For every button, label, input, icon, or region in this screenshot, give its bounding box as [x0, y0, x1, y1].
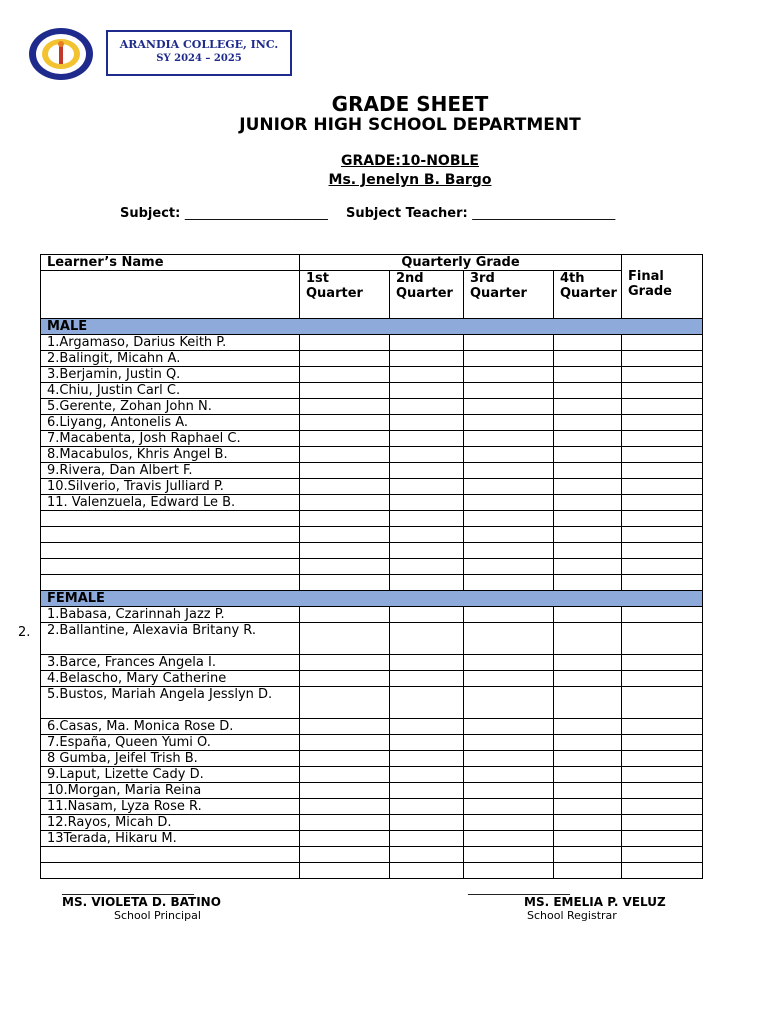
grade-cell[interactable]: [622, 847, 703, 863]
grade-cell[interactable]: [300, 575, 390, 591]
learner-name-cell: [41, 863, 300, 879]
learner-name-cell: 6.Liyang, Antonelis A.: [41, 415, 300, 431]
grade-cell[interactable]: [622, 495, 703, 511]
grade-cell[interactable]: [390, 495, 464, 511]
grade-cell[interactable]: [390, 447, 464, 463]
grade-cell[interactable]: [390, 655, 464, 671]
grade-cell[interactable]: [390, 623, 464, 655]
grade-cell[interactable]: [464, 799, 554, 815]
grade-cell[interactable]: [464, 783, 554, 799]
grade-cell[interactable]: [622, 415, 703, 431]
grade-cell[interactable]: [554, 735, 622, 751]
learner-name-cell: 4.Belascho, Mary Catherine: [41, 671, 300, 687]
grade-cell[interactable]: [300, 831, 390, 847]
grade-cell[interactable]: [622, 815, 703, 831]
grade-cell[interactable]: [300, 511, 390, 527]
learner-row: [41, 335, 703, 351]
grade-cell[interactable]: [622, 655, 703, 671]
learner-name-cell: 3.Berjamin, Justin Q.: [41, 367, 300, 383]
registrar-signature-line: _________________: [468, 881, 570, 895]
learner-name-cell: 2.Balingit, Micahn A.: [41, 351, 300, 367]
learner-name-cell: 11.Nasam, Lyza Rose R.: [41, 799, 300, 815]
grade-cell[interactable]: [554, 415, 622, 431]
grade-cell[interactable]: [300, 623, 390, 655]
grade-cell[interactable]: [554, 607, 622, 623]
grade-cell[interactable]: [464, 735, 554, 751]
grade-cell[interactable]: [390, 527, 464, 543]
grade-cell[interactable]: [554, 847, 622, 863]
grade-cell[interactable]: [554, 511, 622, 527]
grade-cell[interactable]: [554, 383, 622, 399]
grade-cell[interactable]: [390, 479, 464, 495]
learner-name-cell: 7.Macabenta, Josh Raphael C.: [41, 431, 300, 447]
principal-name: MS. VIOLETA D. BATINO: [62, 895, 221, 909]
female-section-row: [41, 591, 703, 607]
grade-cell[interactable]: [554, 527, 622, 543]
grade-cell[interactable]: [300, 351, 390, 367]
learner-row: [41, 463, 703, 479]
learner-name-cell: 3.Barce, Frances Angela I.: [41, 655, 300, 671]
grade-cell[interactable]: [622, 399, 703, 415]
quarterly-grade-header: Quarterly Grade: [300, 255, 622, 271]
grade-cell[interactable]: [464, 383, 554, 399]
learner-name-header-spacer: [41, 271, 300, 319]
subject-blank: ______________________: [184, 206, 328, 221]
male-rows: [41, 335, 703, 591]
grade-cell[interactable]: [464, 335, 554, 351]
grade-cell[interactable]: [464, 511, 554, 527]
grade-cell[interactable]: [390, 607, 464, 623]
grade-cell[interactable]: [300, 447, 390, 463]
learner-row: [41, 623, 703, 655]
grade-cell[interactable]: [390, 463, 464, 479]
learner-name-cell: 7.España, Queen Yumi O.: [41, 735, 300, 751]
grade-cell[interactable]: [464, 495, 554, 511]
grade-cell[interactable]: [554, 767, 622, 783]
grade-cell[interactable]: [622, 607, 703, 623]
learner-row: [41, 719, 703, 735]
department-title: JUNIOR HIGH SCHOOL DEPARTMENT: [239, 115, 581, 135]
grade-cell[interactable]: [554, 671, 622, 687]
female-rows: [41, 607, 703, 879]
grade-cell[interactable]: [554, 655, 622, 671]
grade-cell[interactable]: [622, 335, 703, 351]
grade-cell[interactable]: [390, 335, 464, 351]
learner-row: [41, 847, 703, 863]
grade-cell[interactable]: [300, 527, 390, 543]
grade-cell[interactable]: [390, 751, 464, 767]
grade-cell[interactable]: [464, 527, 554, 543]
grade-cell[interactable]: [300, 383, 390, 399]
grade-cell[interactable]: [464, 463, 554, 479]
registrar-name: MS. EMELIA P. VELUZ: [524, 895, 666, 909]
grade-cell[interactable]: [390, 687, 464, 719]
grade-cell[interactable]: [300, 751, 390, 767]
grade-cell[interactable]: [390, 735, 464, 751]
grade-cell[interactable]: [622, 383, 703, 399]
grade-cell[interactable]: [464, 847, 554, 863]
learner-row: [41, 607, 703, 623]
grade-cell[interactable]: [622, 527, 703, 543]
grade-cell[interactable]: [390, 367, 464, 383]
grade-cell[interactable]: [300, 735, 390, 751]
college-seal-logo: [28, 27, 94, 81]
grade-cell[interactable]: [622, 559, 703, 575]
grade-cell[interactable]: [300, 479, 390, 495]
learner-row: [41, 383, 703, 399]
q4-header: 4th Quarter: [554, 271, 622, 319]
grade-cell[interactable]: [390, 431, 464, 447]
learner-row: [41, 735, 703, 751]
learner-name-cell: 5.Bustos, Mariah Angela Jesslyn D.: [41, 687, 300, 719]
grade-cell[interactable]: [622, 431, 703, 447]
learner-row: [41, 415, 703, 431]
grade-cell[interactable]: [390, 767, 464, 783]
learner-name-cell: 10.Silverio, Travis Julliard P.: [41, 479, 300, 495]
learner-name-cell: 12.Rayos, Micah D.: [41, 815, 300, 831]
grade-cell[interactable]: [622, 479, 703, 495]
grade-cell[interactable]: [300, 431, 390, 447]
adviser-name: Ms. Jenelyn B. Bargo: [328, 172, 492, 188]
learner-row: [41, 447, 703, 463]
grade-cell[interactable]: [390, 671, 464, 687]
grade-cell[interactable]: [554, 463, 622, 479]
learner-row: [41, 431, 703, 447]
learner-name-cell: 10.Morgan, Maria Reina: [41, 783, 300, 799]
learner-name-header: Learner’s Name: [41, 255, 300, 271]
grade-cell[interactable]: [464, 543, 554, 559]
learner-row: [41, 831, 703, 847]
grade-cell[interactable]: [554, 575, 622, 591]
grade-cell[interactable]: [622, 543, 703, 559]
learner-row: [41, 863, 703, 879]
grade-cell[interactable]: [464, 447, 554, 463]
grade-cell[interactable]: [300, 671, 390, 687]
grade-cell[interactable]: [300, 655, 390, 671]
grade-cell[interactable]: [554, 799, 622, 815]
learner-row: [41, 767, 703, 783]
grade-cell[interactable]: [300, 719, 390, 735]
learner-name-cell: [41, 559, 300, 575]
grade-cell[interactable]: [390, 847, 464, 863]
learner-row: [41, 687, 703, 719]
college-name: ARANDIA COLLEGE, INC.: [119, 38, 279, 51]
grade-cell[interactable]: [464, 367, 554, 383]
grade-cell[interactable]: [622, 623, 703, 655]
grade-cell[interactable]: [390, 831, 464, 847]
grade-cell[interactable]: [554, 863, 622, 879]
grade-cell[interactable]: [300, 815, 390, 831]
male-section-label: MALE: [41, 319, 703, 335]
college-header-box: [106, 30, 292, 76]
learner-row: [41, 367, 703, 383]
grade-cell[interactable]: [300, 607, 390, 623]
learner-row: [41, 559, 703, 575]
learner-name-cell: 6.Casas, Ma. Monica Rose D.: [41, 719, 300, 735]
grade-cell[interactable]: [464, 815, 554, 831]
teacher-label: Subject Teacher:: [345, 206, 468, 221]
grade-cell[interactable]: [464, 431, 554, 447]
grade-cell[interactable]: [554, 623, 622, 655]
grade-cell[interactable]: [390, 559, 464, 575]
q3-header: 3rd Quarter: [464, 271, 554, 319]
grade-cell[interactable]: [464, 559, 554, 575]
learner-name-cell: [41, 575, 300, 591]
grade-section: GRADE:10-NOBLE: [341, 153, 479, 169]
learner-row: [41, 351, 703, 367]
learner-row: [41, 751, 703, 767]
school-year: SY 2024 – 2025: [156, 53, 242, 64]
learner-name-cell: 11. Valenzuela, Edward Le B.: [41, 495, 300, 511]
grade-cell[interactable]: [554, 351, 622, 367]
grade-cell[interactable]: [300, 463, 390, 479]
principal-signature-line: ______________________: [62, 881, 194, 895]
grade-cell[interactable]: [554, 399, 622, 415]
page-title: GRADE SHEET: [331, 92, 489, 116]
learner-row: [41, 495, 703, 511]
grade-cell[interactable]: [554, 831, 622, 847]
learner-name-cell: 8.Macabulos, Khris Angel B.: [41, 447, 300, 463]
male-section-row: [41, 319, 703, 335]
grade-cell[interactable]: [554, 719, 622, 735]
q2-header: 2nd Quarter: [390, 271, 464, 319]
grade-cell[interactable]: [554, 543, 622, 559]
grade-cell[interactable]: [464, 863, 554, 879]
grade-cell[interactable]: [390, 863, 464, 879]
learner-name-cell: 1.Babasa, Czarinnah Jazz P.: [41, 607, 300, 623]
teacher-blank: ______________________: [472, 206, 616, 221]
grade-cell[interactable]: [300, 495, 390, 511]
grade-cell[interactable]: [554, 751, 622, 767]
grade-cell[interactable]: [390, 783, 464, 799]
grade-cell[interactable]: [622, 367, 703, 383]
grade-cell[interactable]: [390, 511, 464, 527]
grade-cell[interactable]: [554, 479, 622, 495]
learner-row: [41, 815, 703, 831]
learner-name-cell: 9.Rivera, Dan Albert F.: [41, 463, 300, 479]
grade-cell[interactable]: [622, 687, 703, 719]
grade-cell[interactable]: [300, 415, 390, 431]
grade-cell[interactable]: [464, 671, 554, 687]
grade-cell[interactable]: [390, 415, 464, 431]
q1-header: 1st Quarter: [300, 271, 390, 319]
grade-cell[interactable]: [464, 655, 554, 671]
learner-row: [41, 479, 703, 495]
learner-row: [41, 511, 703, 527]
grade-cell[interactable]: [300, 767, 390, 783]
grade-cell[interactable]: [464, 399, 554, 415]
grade-cell[interactable]: [554, 559, 622, 575]
learner-name-cell: 13Terada, Hikaru M.: [41, 831, 300, 847]
grade-cell[interactable]: [390, 799, 464, 815]
grade-cell[interactable]: [300, 559, 390, 575]
learner-name-cell: [41, 511, 300, 527]
grade-cell[interactable]: [622, 767, 703, 783]
grade-cell[interactable]: [464, 767, 554, 783]
learner-row: [41, 575, 703, 591]
grade-cell[interactable]: [622, 863, 703, 879]
learner-name-cell: 4.Chiu, Justin Carl C.: [41, 383, 300, 399]
grade-cell[interactable]: [622, 751, 703, 767]
final-grade-header: Final Grade: [622, 255, 703, 319]
margin-number: 2.: [18, 625, 31, 640]
grade-cell[interactable]: [554, 367, 622, 383]
learner-name-cell: 5.Gerente, Zohan John N.: [41, 399, 300, 415]
grade-cell[interactable]: [300, 687, 390, 719]
grade-cell[interactable]: [554, 447, 622, 463]
grade-cell[interactable]: [622, 799, 703, 815]
female-section-label: FEMALE: [41, 591, 703, 607]
learner-name-cell: 9.Laput, Lizette Cady D.: [41, 767, 300, 783]
grade-cell[interactable]: [464, 831, 554, 847]
learner-name-cell: [41, 527, 300, 543]
grade-cell[interactable]: [300, 847, 390, 863]
grade-cell[interactable]: [622, 735, 703, 751]
grade-cell[interactable]: [622, 351, 703, 367]
subject-label: Subject:: [120, 206, 181, 221]
grade-cell[interactable]: [300, 543, 390, 559]
grade-cell[interactable]: [464, 607, 554, 623]
grade-cell[interactable]: [300, 399, 390, 415]
grade-cell[interactable]: [622, 719, 703, 735]
grade-cell[interactable]: [622, 463, 703, 479]
grade-cell[interactable]: [390, 719, 464, 735]
grade-cell[interactable]: [622, 575, 703, 591]
learner-name-cell: 1.Argamaso, Darius Keith P.: [41, 335, 300, 351]
grade-cell[interactable]: [390, 543, 464, 559]
grade-cell[interactable]: [300, 799, 390, 815]
learner-row: [41, 671, 703, 687]
grade-cell[interactable]: [464, 623, 554, 655]
grade-cell[interactable]: [300, 863, 390, 879]
learner-row: [41, 399, 703, 415]
grade-cell[interactable]: [464, 751, 554, 767]
principal-role: School Principal: [114, 909, 201, 922]
registrar-signature: [468, 881, 698, 922]
grade-cell[interactable]: [300, 335, 390, 351]
learner-name-cell: [41, 543, 300, 559]
grade-cell[interactable]: [622, 783, 703, 799]
grade-cell[interactable]: [464, 687, 554, 719]
grade-cell[interactable]: [554, 431, 622, 447]
grade-cell[interactable]: [300, 783, 390, 799]
learner-row: [41, 655, 703, 671]
grade-cell[interactable]: [464, 415, 554, 431]
grade-cell[interactable]: [464, 351, 554, 367]
grade-cell[interactable]: [622, 511, 703, 527]
grade-cell[interactable]: [554, 687, 622, 719]
grade-cell[interactable]: [554, 495, 622, 511]
grade-cell[interactable]: [464, 479, 554, 495]
grade-table: [40, 254, 703, 879]
grade-cell[interactable]: [554, 783, 622, 799]
grade-cell[interactable]: [390, 399, 464, 415]
grade-cell[interactable]: [622, 831, 703, 847]
learner-row: [41, 783, 703, 799]
grade-cell[interactable]: [390, 575, 464, 591]
learner-row: [41, 527, 703, 543]
learner-name-cell: 8 Gumba, Jeifel Trish B.: [41, 751, 300, 767]
principal-signature: [62, 881, 262, 922]
grade-cell[interactable]: [300, 367, 390, 383]
grade-cell[interactable]: [390, 815, 464, 831]
learner-name-cell: [41, 847, 300, 863]
grade-cell[interactable]: [390, 351, 464, 367]
learner-row: [41, 799, 703, 815]
grade-cell[interactable]: [622, 671, 703, 687]
grade-cell[interactable]: [554, 335, 622, 351]
learner-row: [41, 543, 703, 559]
grade-cell[interactable]: [554, 815, 622, 831]
grade-cell[interactable]: [390, 383, 464, 399]
registrar-role: School Registrar: [527, 909, 617, 922]
grade-cell[interactable]: [622, 447, 703, 463]
grade-cell[interactable]: [464, 719, 554, 735]
subject-line: [120, 206, 615, 221]
learner-name-cell: 2.Ballantine, Alexavia Britany R.: [41, 623, 300, 655]
grade-cell[interactable]: [464, 575, 554, 591]
